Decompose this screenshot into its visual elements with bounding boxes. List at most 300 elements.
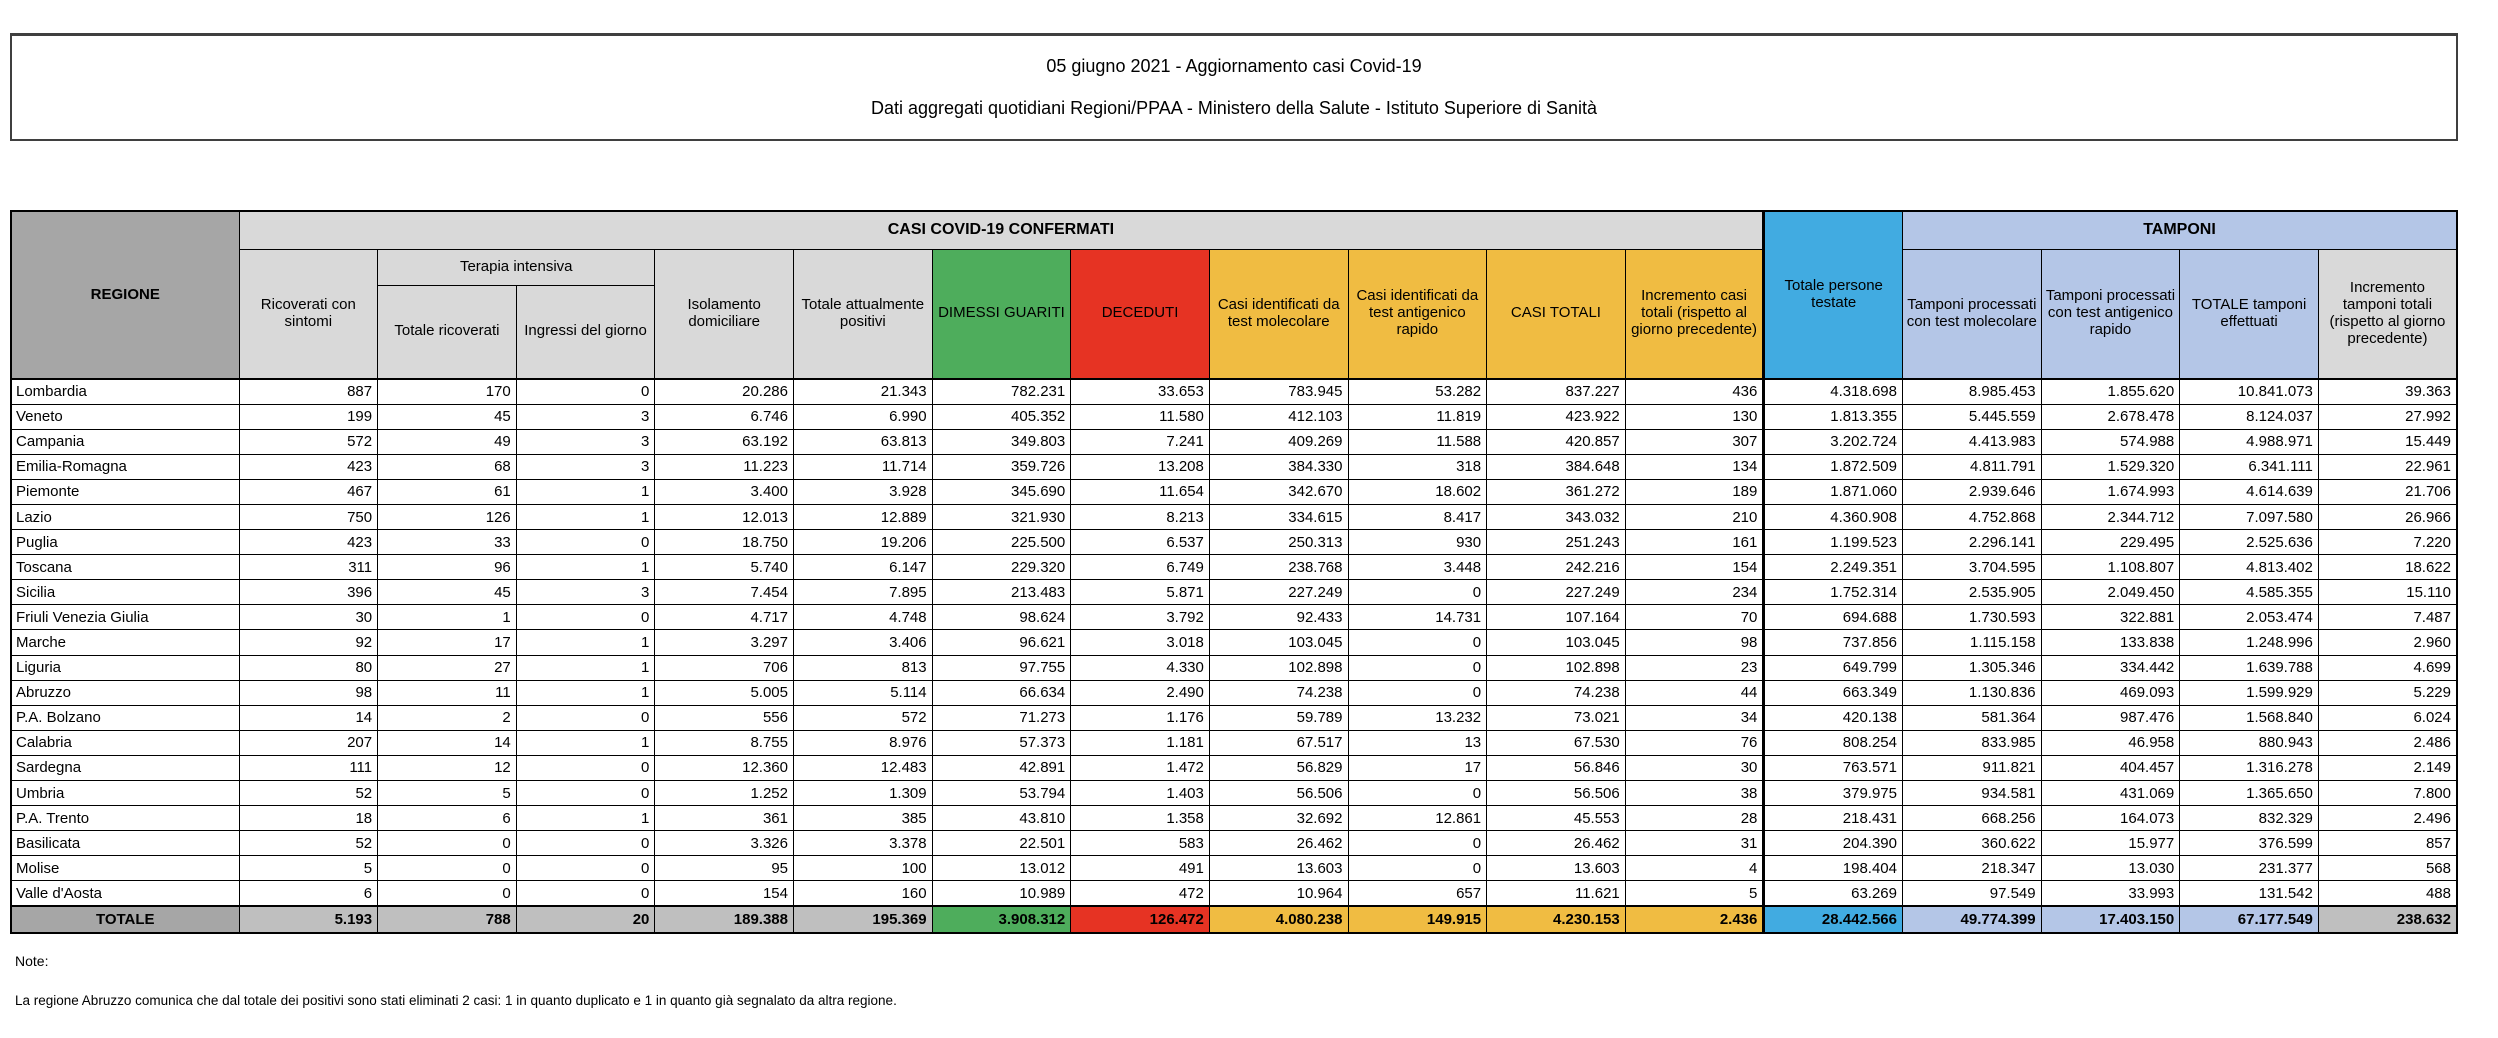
total-value-cell: 2.436 bbox=[1625, 906, 1764, 933]
value-cell: 2.535.905 bbox=[1903, 580, 2042, 605]
value-cell: 412.103 bbox=[1209, 404, 1348, 429]
value-cell: 6 bbox=[378, 806, 517, 831]
value-cell: 238.768 bbox=[1209, 555, 1348, 580]
value-cell: 361.272 bbox=[1487, 479, 1626, 504]
report-subtitle: Dati aggregati quotidiani Regioni/PPAA - Ministero della Salute - Istituto Superiore di Sanità bbox=[870, 97, 1598, 118]
value-cell: 2.296.141 bbox=[1903, 530, 2042, 555]
value-cell: 0 bbox=[516, 755, 655, 780]
value-cell: 49 bbox=[378, 429, 517, 454]
region-cell: Sicilia bbox=[11, 580, 239, 605]
total-value-cell: 67.177.549 bbox=[2180, 906, 2319, 933]
value-cell: 832.329 bbox=[2180, 806, 2319, 831]
region-cell: Calabria bbox=[11, 730, 239, 755]
region-cell: Umbria bbox=[11, 781, 239, 806]
region-cell: Liguria bbox=[11, 655, 239, 680]
region-cell: P.A. Bolzano bbox=[11, 705, 239, 730]
value-cell: 164.073 bbox=[2041, 806, 2180, 831]
value-cell: 6.749 bbox=[1071, 555, 1210, 580]
value-cell: 2.496 bbox=[2318, 806, 2457, 831]
value-cell: 2.486 bbox=[2318, 730, 2457, 755]
region-cell: Veneto bbox=[11, 404, 239, 429]
value-cell: 384.648 bbox=[1487, 454, 1626, 479]
value-cell: 53.282 bbox=[1348, 379, 1487, 404]
notes-section bbox=[15, 953, 897, 1008]
value-cell: 218.431 bbox=[1764, 806, 1903, 831]
value-cell: 231.377 bbox=[2180, 856, 2319, 881]
value-cell: 737.856 bbox=[1764, 630, 1903, 655]
value-cell: 334.442 bbox=[2041, 655, 2180, 680]
value-cell: 11.654 bbox=[1071, 479, 1210, 504]
value-cell: 7.454 bbox=[655, 580, 794, 605]
value-cell: 0 bbox=[516, 705, 655, 730]
value-cell: 8.213 bbox=[1071, 504, 1210, 529]
value-cell: 14 bbox=[239, 705, 378, 730]
table-row bbox=[11, 555, 2457, 580]
value-cell: 2.344.712 bbox=[2041, 504, 2180, 529]
value-cell: 0 bbox=[1348, 680, 1487, 705]
value-cell: 2.678.478 bbox=[2041, 404, 2180, 429]
value-cell: 1.176 bbox=[1071, 705, 1210, 730]
value-cell: 668.256 bbox=[1903, 806, 2042, 831]
value-cell: 0 bbox=[516, 781, 655, 806]
value-cell: 199 bbox=[239, 404, 378, 429]
value-cell: 1.316.278 bbox=[2180, 755, 2319, 780]
value-cell: 234 bbox=[1625, 580, 1764, 605]
table-row bbox=[11, 504, 2457, 529]
value-cell: 7.487 bbox=[2318, 605, 2457, 630]
value-cell: 409.269 bbox=[1209, 429, 1348, 454]
value-cell: 11.580 bbox=[1071, 404, 1210, 429]
value-cell: 2.960 bbox=[2318, 630, 2457, 655]
value-cell: 1.305.346 bbox=[1903, 655, 2042, 680]
value-cell: 43.810 bbox=[932, 806, 1071, 831]
value-cell: 11.819 bbox=[1348, 404, 1487, 429]
value-cell: 67.517 bbox=[1209, 730, 1348, 755]
value-cell: 102.898 bbox=[1487, 655, 1626, 680]
value-cell: 343.032 bbox=[1487, 504, 1626, 529]
total-value-cell: 126.472 bbox=[1071, 906, 1210, 933]
value-cell: 574.988 bbox=[2041, 429, 2180, 454]
value-cell: 813 bbox=[794, 655, 933, 680]
value-cell: 0 bbox=[516, 530, 655, 555]
total-value-cell: 238.632 bbox=[2318, 906, 2457, 933]
value-cell: 46.958 bbox=[2041, 730, 2180, 755]
region-cell: Marche bbox=[11, 630, 239, 655]
value-cell: 5.871 bbox=[1071, 580, 1210, 605]
region-cell: Valle d'Aosta bbox=[11, 881, 239, 906]
value-cell: 1.181 bbox=[1071, 730, 1210, 755]
value-cell: 360.622 bbox=[1903, 831, 2042, 856]
value-cell: 80 bbox=[239, 655, 378, 680]
column-header-tamponi-molecolare: Tamponi processati con test molecolare bbox=[1903, 249, 2042, 379]
value-cell: 4.330 bbox=[1071, 655, 1210, 680]
value-cell: 384.330 bbox=[1209, 454, 1348, 479]
column-header-tamponi-antigenico: Tamponi processati con test antigenico rapido bbox=[2041, 249, 2180, 379]
value-cell: 4.748 bbox=[794, 605, 933, 630]
value-cell: 4.813.402 bbox=[2180, 555, 2319, 580]
value-cell: 1.599.929 bbox=[2180, 680, 2319, 705]
value-cell: 13.232 bbox=[1348, 705, 1487, 730]
value-cell: 307 bbox=[1625, 429, 1764, 454]
column-header-casi-test-molecolare: Casi identificati da test molecolare bbox=[1209, 249, 1348, 379]
table-row bbox=[11, 605, 2457, 630]
value-cell: 5.445.559 bbox=[1903, 404, 2042, 429]
value-cell: 488 bbox=[2318, 881, 2457, 906]
report-title: 05 giugno 2021 - Aggiornamento casi Covid-19 bbox=[1046, 56, 1422, 77]
column-header-isolamento-domiciliare: Isolamento domiciliare bbox=[655, 249, 794, 379]
region-cell: Molise bbox=[11, 856, 239, 881]
region-cell: Toscana bbox=[11, 555, 239, 580]
value-cell: 6.024 bbox=[2318, 705, 2457, 730]
value-cell: 15.977 bbox=[2041, 831, 2180, 856]
value-cell: 3 bbox=[516, 454, 655, 479]
value-cell: 1.403 bbox=[1071, 781, 1210, 806]
value-cell: 98 bbox=[239, 680, 378, 705]
column-header-totale-tamponi: TOTALE tamponi effettuati bbox=[2180, 249, 2319, 379]
value-cell: 1.639.788 bbox=[2180, 655, 2319, 680]
value-cell: 581.364 bbox=[1903, 705, 2042, 730]
value-cell: 11.621 bbox=[1487, 881, 1626, 906]
value-cell: 930 bbox=[1348, 530, 1487, 555]
value-cell: 1.365.650 bbox=[2180, 781, 2319, 806]
value-cell: 1.752.314 bbox=[1764, 580, 1903, 605]
value-cell: 23 bbox=[1625, 655, 1764, 680]
value-cell: 3 bbox=[516, 404, 655, 429]
value-cell: 98.624 bbox=[932, 605, 1071, 630]
value-cell: 556 bbox=[655, 705, 794, 730]
value-cell: 56.846 bbox=[1487, 755, 1626, 780]
value-cell: 71.273 bbox=[932, 705, 1071, 730]
value-cell: 10.989 bbox=[932, 881, 1071, 906]
value-cell: 7.895 bbox=[794, 580, 933, 605]
value-cell: 97.549 bbox=[1903, 881, 2042, 906]
value-cell: 322.881 bbox=[2041, 605, 2180, 630]
value-cell: 2.249.351 bbox=[1764, 555, 1903, 580]
value-cell: 2.049.450 bbox=[2041, 580, 2180, 605]
value-cell: 6.147 bbox=[794, 555, 933, 580]
value-cell: 18.750 bbox=[655, 530, 794, 555]
column-header-ingressi-del-giorno: Ingressi del giorno bbox=[516, 285, 655, 379]
value-cell: 2 bbox=[378, 705, 517, 730]
value-cell: 7.800 bbox=[2318, 781, 2457, 806]
value-cell: 56.506 bbox=[1487, 781, 1626, 806]
table-row bbox=[11, 730, 2457, 755]
table-row bbox=[11, 856, 2457, 881]
value-cell: 5.740 bbox=[655, 555, 794, 580]
value-cell: 4.413.983 bbox=[1903, 429, 2042, 454]
value-cell: 379.975 bbox=[1764, 781, 1903, 806]
value-cell: 0 bbox=[1348, 831, 1487, 856]
value-cell: 2.525.636 bbox=[2180, 530, 2319, 555]
value-cell: 934.581 bbox=[1903, 781, 2042, 806]
value-cell: 15.449 bbox=[2318, 429, 2457, 454]
value-cell: 74.238 bbox=[1209, 680, 1348, 705]
region-cell: Abruzzo bbox=[11, 680, 239, 705]
value-cell: 7.097.580 bbox=[2180, 504, 2319, 529]
table-row bbox=[11, 680, 2457, 705]
value-cell: 22.501 bbox=[932, 831, 1071, 856]
value-cell: 22.961 bbox=[2318, 454, 2457, 479]
value-cell: 19.206 bbox=[794, 530, 933, 555]
value-cell: 102.898 bbox=[1209, 655, 1348, 680]
value-cell: 6.341.111 bbox=[2180, 454, 2319, 479]
value-cell: 568 bbox=[2318, 856, 2457, 881]
value-cell: 5.229 bbox=[2318, 680, 2457, 705]
value-cell: 706 bbox=[655, 655, 794, 680]
value-cell: 1.872.509 bbox=[1764, 454, 1903, 479]
value-cell: 3 bbox=[516, 580, 655, 605]
value-cell: 161 bbox=[1625, 530, 1764, 555]
value-cell: 103.045 bbox=[1487, 630, 1626, 655]
table-row bbox=[11, 806, 2457, 831]
value-cell: 45 bbox=[378, 580, 517, 605]
region-cell: Basilicata bbox=[11, 831, 239, 856]
value-cell: 227.249 bbox=[1209, 580, 1348, 605]
region-cell: Lombardia bbox=[11, 379, 239, 404]
value-cell: 4.717 bbox=[655, 605, 794, 630]
value-cell: 5.114 bbox=[794, 680, 933, 705]
value-cell: 11.714 bbox=[794, 454, 933, 479]
value-cell: 92.433 bbox=[1209, 605, 1348, 630]
value-cell: 189 bbox=[1625, 479, 1764, 504]
value-cell: 5 bbox=[1625, 881, 1764, 906]
value-cell: 32.692 bbox=[1209, 806, 1348, 831]
value-cell: 0 bbox=[1348, 781, 1487, 806]
value-cell: 2.939.646 bbox=[1903, 479, 2042, 504]
value-cell: 68 bbox=[378, 454, 517, 479]
value-cell: 198.404 bbox=[1764, 856, 1903, 881]
table-row bbox=[11, 379, 2457, 404]
value-cell: 45.553 bbox=[1487, 806, 1626, 831]
value-cell: 833.985 bbox=[1903, 730, 2042, 755]
value-cell: 359.726 bbox=[932, 454, 1071, 479]
value-cell: 491 bbox=[1071, 856, 1210, 881]
value-cell: 3.378 bbox=[794, 831, 933, 856]
value-cell: 33.653 bbox=[1071, 379, 1210, 404]
value-cell: 95 bbox=[655, 856, 794, 881]
column-header-totale-persone-testate: Totale persone testate bbox=[1764, 211, 1903, 379]
value-cell: 45 bbox=[378, 404, 517, 429]
value-cell: 1.199.523 bbox=[1764, 530, 1903, 555]
value-cell: 63.269 bbox=[1764, 881, 1903, 906]
value-cell: 8.976 bbox=[794, 730, 933, 755]
value-cell: 73.021 bbox=[1487, 705, 1626, 730]
total-value-cell: 189.388 bbox=[655, 906, 794, 933]
value-cell: 12.861 bbox=[1348, 806, 1487, 831]
value-cell: 887 bbox=[239, 379, 378, 404]
value-cell: 4 bbox=[1625, 856, 1764, 881]
value-cell: 4.318.698 bbox=[1764, 379, 1903, 404]
value-cell: 210 bbox=[1625, 504, 1764, 529]
value-cell: 103.045 bbox=[1209, 630, 1348, 655]
value-cell: 3.400 bbox=[655, 479, 794, 504]
table-row bbox=[11, 479, 2457, 504]
table-row bbox=[11, 530, 2457, 555]
column-header-regione: REGIONE bbox=[11, 211, 239, 379]
value-cell: 13.208 bbox=[1071, 454, 1210, 479]
value-cell: 3.792 bbox=[1071, 605, 1210, 630]
value-cell: 218.347 bbox=[1903, 856, 2042, 881]
value-cell: 857 bbox=[2318, 831, 2457, 856]
value-cell: 28 bbox=[1625, 806, 1764, 831]
value-cell: 1 bbox=[516, 630, 655, 655]
value-cell: 1.529.320 bbox=[2041, 454, 2180, 479]
value-cell: 229.495 bbox=[2041, 530, 2180, 555]
value-cell: 31 bbox=[1625, 831, 1764, 856]
value-cell: 3 bbox=[516, 429, 655, 454]
value-cell: 1 bbox=[516, 806, 655, 831]
value-cell: 1 bbox=[516, 504, 655, 529]
value-cell: 1 bbox=[516, 655, 655, 680]
total-value-cell: 20 bbox=[516, 906, 655, 933]
table-row bbox=[11, 404, 2457, 429]
value-cell: 11.223 bbox=[655, 454, 794, 479]
value-cell: 10.964 bbox=[1209, 881, 1348, 906]
value-cell: 70 bbox=[1625, 605, 1764, 630]
value-cell: 1 bbox=[516, 680, 655, 705]
table-row bbox=[11, 831, 2457, 856]
value-cell: 20.286 bbox=[655, 379, 794, 404]
value-cell: 12.889 bbox=[794, 504, 933, 529]
value-cell: 5.005 bbox=[655, 680, 794, 705]
value-cell: 17 bbox=[378, 630, 517, 655]
value-cell: 1.115.158 bbox=[1903, 630, 2042, 655]
value-cell: 61 bbox=[378, 479, 517, 504]
value-cell: 53.794 bbox=[932, 781, 1071, 806]
column-header-totale-ricoverati: Totale ricoverati bbox=[378, 285, 517, 379]
value-cell: 27.992 bbox=[2318, 404, 2457, 429]
value-cell: 11 bbox=[378, 680, 517, 705]
value-cell: 59.789 bbox=[1209, 705, 1348, 730]
value-cell: 1 bbox=[516, 555, 655, 580]
value-cell: 170 bbox=[378, 379, 517, 404]
group-header-terapia-intensiva: Terapia intensiva bbox=[378, 249, 655, 285]
value-cell: 154 bbox=[655, 881, 794, 906]
value-cell: 3.202.724 bbox=[1764, 429, 1903, 454]
table-row bbox=[11, 705, 2457, 730]
column-header-casi-totali: CASI TOTALI bbox=[1487, 249, 1626, 379]
value-cell: 4.699 bbox=[2318, 655, 2457, 680]
total-value-cell: 17.403.150 bbox=[2041, 906, 2180, 933]
table-row bbox=[11, 755, 2457, 780]
value-cell: 56.829 bbox=[1209, 755, 1348, 780]
value-cell: 694.688 bbox=[1764, 605, 1903, 630]
value-cell: 3.018 bbox=[1071, 630, 1210, 655]
value-cell: 5 bbox=[239, 856, 378, 881]
value-cell: 657 bbox=[1348, 881, 1487, 906]
value-cell: 750 bbox=[239, 504, 378, 529]
value-cell: 21.706 bbox=[2318, 479, 2457, 504]
value-cell: 3.297 bbox=[655, 630, 794, 655]
region-cell: Lazio bbox=[11, 504, 239, 529]
value-cell: 38 bbox=[1625, 781, 1764, 806]
value-cell: 342.670 bbox=[1209, 479, 1348, 504]
value-cell: 134 bbox=[1625, 454, 1764, 479]
region-cell: Emilia-Romagna bbox=[11, 454, 239, 479]
value-cell: 100 bbox=[794, 856, 933, 881]
value-cell: 1.309 bbox=[794, 781, 933, 806]
value-cell: 229.320 bbox=[932, 555, 1071, 580]
value-cell: 1.130.836 bbox=[1903, 680, 2042, 705]
value-cell: 1 bbox=[516, 479, 655, 504]
value-cell: 12.360 bbox=[655, 755, 794, 780]
total-row bbox=[11, 906, 2457, 933]
value-cell: 423 bbox=[239, 454, 378, 479]
value-cell: 0 bbox=[516, 831, 655, 856]
value-cell: 837.227 bbox=[1487, 379, 1626, 404]
value-cell: 6.537 bbox=[1071, 530, 1210, 555]
value-cell: 160 bbox=[794, 881, 933, 906]
total-label-cell: TOTALE bbox=[11, 906, 239, 933]
value-cell: 26.462 bbox=[1487, 831, 1626, 856]
value-cell: 98 bbox=[1625, 630, 1764, 655]
value-cell: 66.634 bbox=[932, 680, 1071, 705]
value-cell: 469.093 bbox=[2041, 680, 2180, 705]
value-cell: 376.599 bbox=[2180, 831, 2319, 856]
value-cell: 663.349 bbox=[1764, 680, 1903, 705]
value-cell: 0 bbox=[516, 881, 655, 906]
table-row bbox=[11, 454, 2457, 479]
region-cell: Friuli Venezia Giulia bbox=[11, 605, 239, 630]
column-header-ricoverati-con-sintomi: Ricoverati con sintomi bbox=[239, 249, 378, 379]
value-cell: 311 bbox=[239, 555, 378, 580]
value-cell: 0 bbox=[516, 605, 655, 630]
value-cell: 57.373 bbox=[932, 730, 1071, 755]
value-cell: 4.752.868 bbox=[1903, 504, 2042, 529]
value-cell: 250.313 bbox=[1209, 530, 1348, 555]
region-cell: Sardegna bbox=[11, 755, 239, 780]
value-cell: 26.966 bbox=[2318, 504, 2457, 529]
value-cell: 39.363 bbox=[2318, 379, 2457, 404]
value-cell: 321.930 bbox=[932, 504, 1071, 529]
value-cell: 4.811.791 bbox=[1903, 454, 2042, 479]
value-cell: 8.417 bbox=[1348, 504, 1487, 529]
value-cell: 7.241 bbox=[1071, 429, 1210, 454]
value-cell: 96.621 bbox=[932, 630, 1071, 655]
column-header-deceduti: DECEDUTI bbox=[1071, 249, 1210, 379]
value-cell: 97.755 bbox=[932, 655, 1071, 680]
value-cell: 405.352 bbox=[932, 404, 1071, 429]
value-cell: 763.571 bbox=[1764, 755, 1903, 780]
value-cell: 96 bbox=[378, 555, 517, 580]
value-cell: 63.813 bbox=[794, 429, 933, 454]
value-cell: 6.746 bbox=[655, 404, 794, 429]
value-cell: 396 bbox=[239, 580, 378, 605]
table-row bbox=[11, 580, 2457, 605]
region-cell: Campania bbox=[11, 429, 239, 454]
value-cell: 52 bbox=[239, 781, 378, 806]
value-cell: 808.254 bbox=[1764, 730, 1903, 755]
value-cell: 63.192 bbox=[655, 429, 794, 454]
region-cell: Piemonte bbox=[11, 479, 239, 504]
value-cell: 0 bbox=[516, 379, 655, 404]
value-cell: 251.243 bbox=[1487, 530, 1626, 555]
value-cell: 44 bbox=[1625, 680, 1764, 705]
value-cell: 15.110 bbox=[2318, 580, 2457, 605]
value-cell: 8.124.037 bbox=[2180, 404, 2319, 429]
value-cell: 385 bbox=[794, 806, 933, 831]
table-row bbox=[11, 429, 2457, 454]
value-cell: 18.602 bbox=[1348, 479, 1487, 504]
column-header-incremento-tamponi: Incremento tamponi totali (rispetto al giorno precedente) bbox=[2318, 249, 2457, 379]
value-cell: 204.390 bbox=[1764, 831, 1903, 856]
value-cell: 207 bbox=[239, 730, 378, 755]
value-cell: 225.500 bbox=[932, 530, 1071, 555]
value-cell: 8.985.453 bbox=[1903, 379, 2042, 404]
value-cell: 2.149 bbox=[2318, 755, 2457, 780]
value-cell: 436 bbox=[1625, 379, 1764, 404]
region-cell: P.A. Trento bbox=[11, 806, 239, 831]
